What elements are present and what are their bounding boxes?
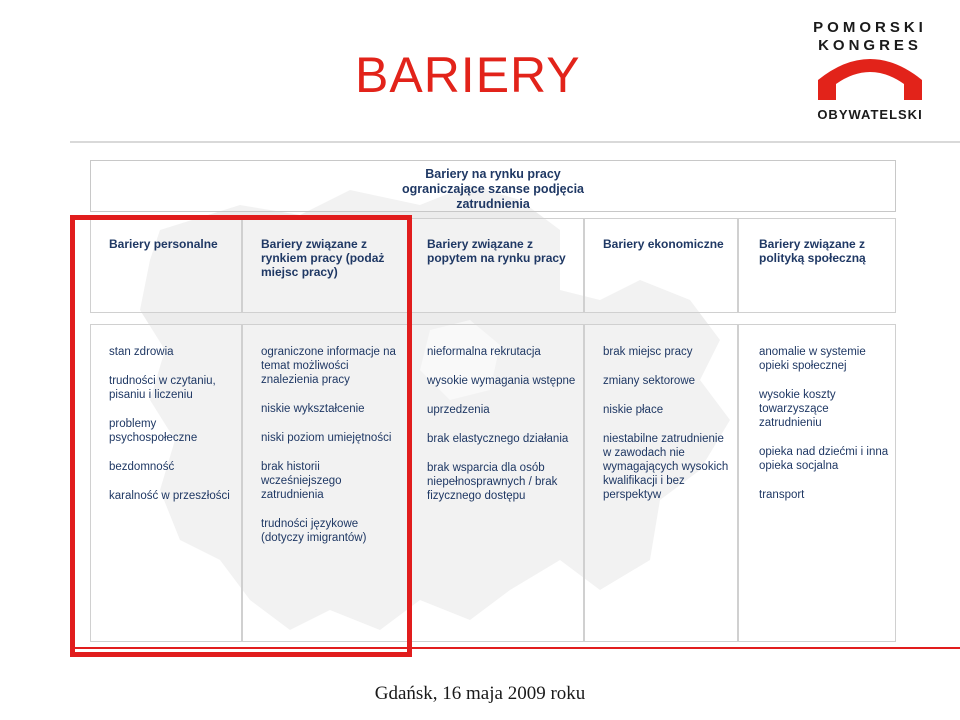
category-cell-labor-demand: [408, 218, 584, 313]
list-item: trudności w czytaniu, pisaniu i liczeniu: [109, 375, 216, 401]
top-rule: [70, 141, 960, 143]
list-item: anomalie w systemie opieki społecznej: [759, 346, 866, 372]
logo-line-3: OBYWATELSKI: [817, 107, 923, 122]
list-item: karalność w przeszłości: [109, 490, 230, 502]
category-label: Bariery personalne: [109, 237, 218, 251]
list-item: uprzedzenia: [427, 404, 490, 416]
header-box: [90, 160, 896, 212]
logo-line-2: KONGRES: [818, 37, 922, 54]
list-item: wysokie koszty towarzyszące zatrudnieniu: [759, 389, 836, 429]
footer-date: Gdańsk, 16 maja 2009 roku: [374, 683, 586, 704]
bottom-rule: [70, 647, 960, 649]
item-list: [603, 345, 731, 517]
category-label: Bariery ekonomiczne: [603, 237, 724, 251]
list-item: transport: [759, 489, 805, 501]
list-item: brak historii wcześniejszego zatrudnienia: [261, 461, 342, 501]
highlight-frame: [70, 215, 412, 657]
list-item: trudności językowe (dotyczy imigrantów): [261, 518, 367, 544]
category-label: Bariery związane z rynkiem pracy (podaż miejsc pracy): [261, 237, 385, 279]
items-cell-social-policy: [738, 324, 896, 642]
list-item: niski poziom umiejętności: [261, 432, 392, 444]
list-item: bezdomność: [109, 461, 175, 473]
list-item: problemy psychospołeczne: [109, 418, 198, 444]
items-cell-labor-demand: [408, 324, 584, 642]
header-text: Bariery na rynku pracy ograniczające szanse podjęcia zatrudnienia: [401, 167, 585, 211]
list-item: niestabilne zatrudnienie w zawodach nie wymagających wysokich kwalifikacji i bez perspektyw: [603, 433, 729, 501]
list-item: niskie płace: [603, 404, 664, 416]
logo-arc-mark: [818, 59, 922, 100]
list-item: stan zdrowia: [109, 346, 174, 358]
category-cell-social-policy: [738, 218, 896, 313]
item-list: [759, 345, 889, 517]
list-item: brak wsparcia dla osób niepełnosprawnych / brak fizycznego dostępu: [427, 462, 558, 502]
list-item: wysokie wymagania wstępne: [427, 375, 576, 387]
category-label: Bariery związane z popytem na rynku pracy: [427, 237, 566, 265]
pomorski-kongres-obywatelski-logo: [800, 16, 940, 124]
list-item: ograniczone informacje na temat możliwości znalezienia pracy: [261, 346, 396, 386]
slide-title: BARIERY: [355, 47, 581, 103]
list-item: niskie wykształcenie: [261, 403, 365, 415]
list-item: zmiany sektorowe: [603, 375, 696, 387]
logo-line-1: POMORSKI: [813, 19, 927, 36]
items-cell-economic: [584, 324, 738, 642]
list-item: brak elastycznego działania: [427, 433, 569, 445]
list-item: opieka nad dziećmi i inna opieka socjalna: [759, 446, 889, 472]
item-list: [427, 345, 577, 518]
list-item: brak miejsc pracy: [603, 346, 693, 358]
category-label: Bariery związane z polityką społeczną: [759, 237, 866, 265]
category-cell-economic: [584, 218, 738, 313]
list-item: nieformalna rekrutacja: [427, 346, 541, 358]
